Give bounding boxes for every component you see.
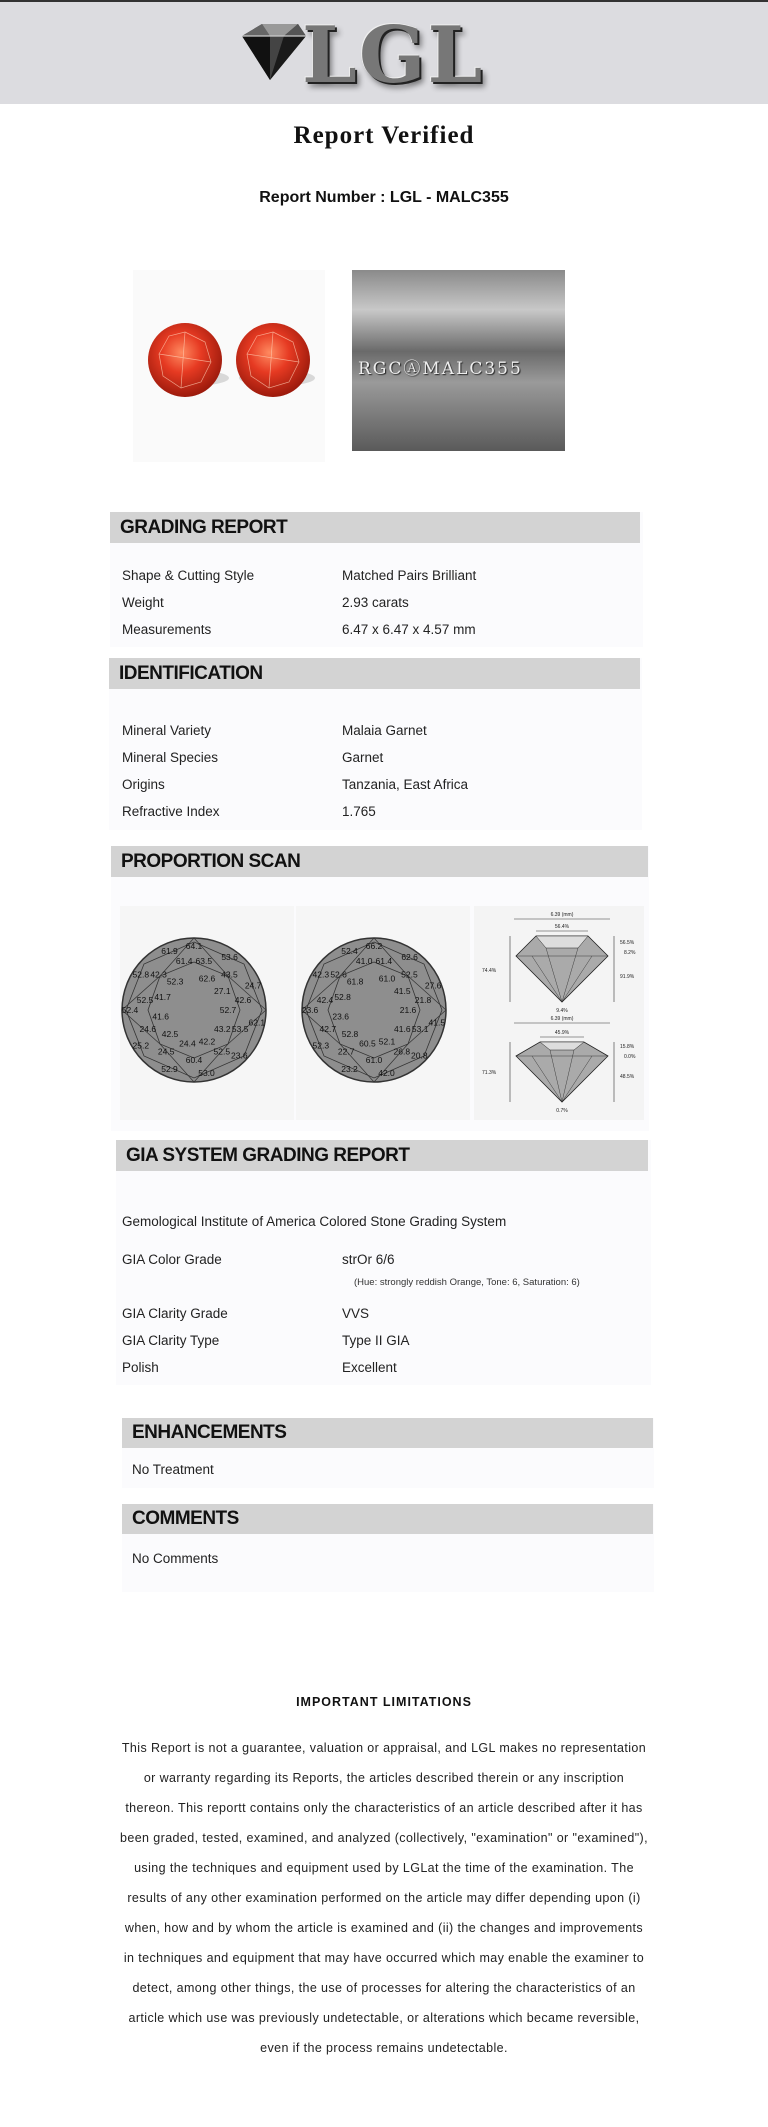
profile-top-table: 56.4% <box>554 924 570 930</box>
header-banner <box>0 0 768 104</box>
facet-label: 21.6 <box>399 1005 417 1015</box>
limitations-title: IMPORTANT LIMITATIONS <box>296 1695 472 1709</box>
facet-label: 41.5 <box>428 1017 446 1028</box>
facet-label: 42.3 <box>312 969 330 980</box>
facet-label: 41.7 <box>154 992 171 1002</box>
scan-left-svg <box>120 906 294 1120</box>
facet-label: 43.5 <box>221 969 238 980</box>
proportion-scan-title: PROPORTION SCAN <box>111 846 648 877</box>
row-key: Origins <box>122 777 165 792</box>
facet-label: 61.8 <box>346 976 364 987</box>
facet-label: 53.1 <box>411 1024 429 1035</box>
row-key: Mineral Species <box>122 750 219 765</box>
facet-label: 23.6 <box>301 1005 319 1015</box>
row-key: GIA Clarity Type <box>122 1333 220 1348</box>
facet-label: 24.6 <box>139 1024 157 1035</box>
facet-label: 41.6 <box>152 1011 169 1022</box>
row-value: Garnet <box>342 750 384 765</box>
facet-label: 52.9 <box>161 1064 178 1075</box>
facet-label: 42.0 <box>378 1067 395 1078</box>
facet-label: 52.8 <box>132 969 150 980</box>
row-key: Mineral Variety <box>122 723 212 738</box>
profile-top-girdle: 9.4% <box>556 1008 568 1014</box>
row-value: 1.765 <box>342 804 376 819</box>
lgl-logo <box>232 10 492 101</box>
comments-title: COMMENTS <box>122 1504 653 1534</box>
gia-report-title: GIA SYSTEM GRADING REPORT <box>116 1140 648 1171</box>
profile-top-width: 6.39 (mm) <box>550 912 574 918</box>
profile-bottom-width: 6.39 (mm) <box>550 1016 574 1022</box>
brand-name: LGL <box>302 10 485 101</box>
limitations-body: This Report is not a guarantee, valuation or appraisal, and LGL makes no representation or warranty regarding its Reports, the articles described therein or any inscription thereon. This reportt contains only the characteristics of an article described after it has been graded, tested, examined, and analyzed (collectively, "examination" or "examined"), using the techniques and equipment used by LGLat the time of the examination. The results of any other examination performed on the article may differ depending upon (i) when, how and by whom the article is examined and (ii) the changes and improvements in techniques and equipment that may have occurred which may enable the examiner to detect, among other things, the use of processes for altering the characteristics of an article which use was previously undetectable, or alterations which became reversible, even if the process remains undetectable. <box>120 1741 648 2055</box>
facet-label: 52.4 <box>341 945 358 956</box>
facet-label: 42.2 <box>198 1036 216 1047</box>
facet-label: 61.4 <box>175 956 193 966</box>
facet-label: 60.4 <box>185 1055 203 1065</box>
facet-label: 63.5 <box>195 956 213 966</box>
facet-label: 61.4 <box>375 956 393 966</box>
profile-bottom-pavilion: 48.5% <box>620 1074 635 1080</box>
enhancements-value: No Treatment <box>132 1462 214 1477</box>
facet-label: 41.5 <box>394 986 411 997</box>
diamond-icon <box>232 22 308 82</box>
proportion-scan-left <box>120 906 294 1120</box>
row-key: Measurements <box>122 622 212 637</box>
facet-label: 61.9 <box>161 945 178 956</box>
row-value: strOr 6/6 <box>342 1252 395 1267</box>
facet-label: 52.1 <box>378 1036 396 1047</box>
facet-label: 52.5 <box>213 1046 231 1057</box>
proportion-profile <box>474 906 644 1120</box>
facet-label: 52.7 <box>219 1005 237 1015</box>
scan-right-svg <box>296 906 470 1120</box>
facet-label: 25.2 <box>132 1040 150 1051</box>
facet-label: 52.4 <box>121 1005 139 1015</box>
facet-label: 20.8 <box>411 1050 428 1061</box>
comments-value: No Comments <box>132 1551 219 1566</box>
facet-label: 53.6 <box>221 951 238 962</box>
row-key: GIA Clarity Grade <box>122 1306 228 1321</box>
facet-label: 42.7 <box>319 1024 337 1035</box>
row-value: Malaia Garnet <box>342 723 427 738</box>
inscription-photo <box>352 270 565 451</box>
enhancements-title: ENHANCEMENTS <box>122 1418 653 1448</box>
gia-system-label: Gemological Institute of America Colored Stone Grading System <box>122 1214 507 1229</box>
row-value: Tanzania, East Africa <box>342 777 469 792</box>
facet-label: 52.3 <box>166 976 184 987</box>
gia-color-note: (Hue: strongly reddish Orange, Tone: 6, Saturation: 6) <box>354 1277 580 1288</box>
proportion-scan-right <box>296 906 470 1120</box>
row-key: Refractive Index <box>122 804 220 819</box>
profile-bottom-table: 45.9% <box>554 1030 570 1036</box>
profile-bottom-crown-angle: 15.8% <box>620 1044 635 1050</box>
facet-label: 24.5 <box>157 1046 175 1057</box>
profile-top-pavilion: 91.9% <box>620 974 635 980</box>
row-value: Excellent <box>342 1360 397 1375</box>
facet-label: 64.1 <box>185 941 203 951</box>
facet-label: 52.5 <box>136 995 154 1006</box>
facet-label: 42.4 <box>316 995 334 1006</box>
facet-label: 61.0 <box>365 1055 383 1065</box>
row-key: Weight <box>122 595 164 610</box>
facet-label: 43.2 <box>214 1023 231 1034</box>
profile-bottom-depth: 71.3% <box>482 1070 497 1076</box>
facet-label: 23.6 <box>332 1011 349 1022</box>
facet-label: 52.5 <box>401 969 418 980</box>
facet-label: 53.0 <box>198 1067 215 1078</box>
report-number: Report Number : LGL - MALC355 <box>259 189 509 206</box>
facet-label: 60.5 <box>359 1038 376 1049</box>
row-value: VVS <box>342 1306 370 1321</box>
facet-label: 27.6 <box>424 980 442 991</box>
row-key: Polish <box>122 1360 159 1375</box>
facet-label: 62.6 <box>401 951 418 962</box>
inscription-text: RGCⒶMALC355 <box>358 359 523 379</box>
facet-label: 21.8 <box>414 995 432 1006</box>
facet-label: 24.7 <box>244 980 262 991</box>
profile-top-depth: 74.4% <box>482 968 497 974</box>
row-key: Shape & Cutting Style <box>122 568 255 583</box>
row-value: Type II GIA <box>342 1333 410 1348</box>
facet-label: 52.3 <box>312 1040 330 1051</box>
facet-label: 26.8 <box>393 1046 411 1057</box>
row-key: GIA Color Grade <box>122 1252 222 1267</box>
identification-title: IDENTIFICATION <box>109 658 640 689</box>
facet-label: 23.6 <box>231 1050 248 1061</box>
facet-label: 22.7 <box>337 1046 355 1057</box>
facet-label: 41.6 <box>394 1023 411 1034</box>
page-title: Report Verified <box>293 122 475 149</box>
facet-label: 24.4 <box>179 1038 196 1049</box>
facet-label: 52.8 <box>341 1029 359 1039</box>
facet-label: 62.1 <box>248 1017 266 1028</box>
facet-label: 52.6 <box>330 969 347 980</box>
row-value: 6.47 x 6.47 x 4.57 mm <box>342 622 476 637</box>
profile-top-crown-angle: 56.5% <box>620 940 635 946</box>
gem-photo <box>133 270 325 462</box>
facet-label: 27.1 <box>214 986 231 997</box>
facet-label: 41.0 <box>355 956 373 966</box>
facet-label: 52.8 <box>334 992 351 1002</box>
profile-bottom-girdle: 0.7% <box>556 1108 568 1114</box>
facet-label: 42.3 <box>150 969 167 980</box>
row-value: Matched Pairs Brilliant <box>342 568 477 583</box>
facet-label: 61.0 <box>378 973 396 984</box>
profile-top-crown-height: 8.2% <box>624 950 636 956</box>
profile-bottom-crown-height: 0.0% <box>624 1054 636 1060</box>
facet-label: 23.2 <box>341 1064 358 1075</box>
row-value: 2.93 carats <box>342 595 409 610</box>
facet-label: 62.6 <box>198 973 216 984</box>
facet-label: 53.5 <box>231 1024 249 1035</box>
facet-label: 66.2 <box>365 941 383 951</box>
facet-label: 42.6 <box>234 995 252 1006</box>
grading-report-title: GRADING REPORT <box>110 512 640 543</box>
facet-label: 42.5 <box>161 1029 179 1039</box>
